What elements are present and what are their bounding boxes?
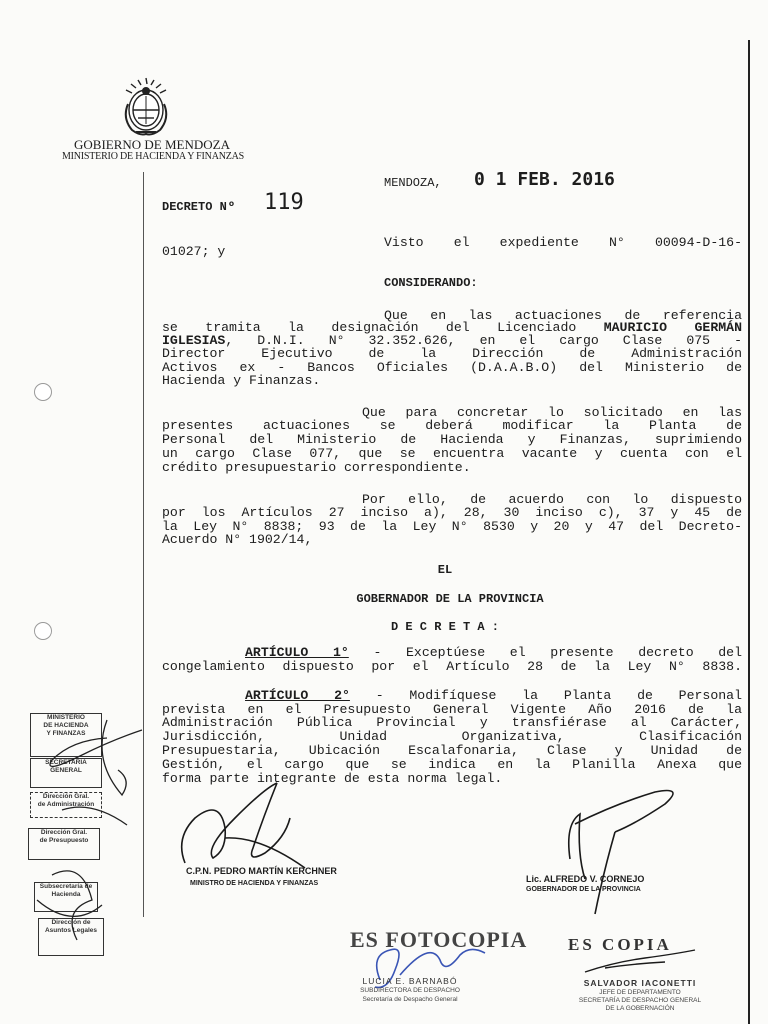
article-1-label: ARTÍCULO 1° <box>245 645 349 660</box>
governor-title: GOBERNADOR DE LA PROVINCIA <box>526 886 641 893</box>
p2-line-3: Personal del Ministerio de Hacienda y Finanzas, suprimiendo <box>162 432 742 447</box>
article-2-line-7: forma parte integrante de esta norma legal. <box>162 771 503 786</box>
stamp-secretaria-line-2: GENERAL <box>50 767 82 774</box>
minister-name: C.P.N. PEDRO MARTÍN KERCHNER <box>186 866 337 876</box>
article-2-text: - Modifíquese la Planta de Personal <box>349 688 742 703</box>
decree-place: MENDOZA, <box>384 176 442 190</box>
stamp-presupuesto-line-2: de Presupuesto <box>39 837 89 844</box>
minister-signature <box>165 778 345 870</box>
stamp-legales-line-2: Asuntos Legales <box>44 927 97 934</box>
department-head-signature <box>575 944 705 978</box>
stamp-hacienda-line-2: Hacienda <box>51 891 81 898</box>
es-copia-stamp: ES COPIA <box>568 935 672 954</box>
copy-certifier-signature <box>360 935 490 995</box>
considerando-heading: CONSIDERANDO: <box>384 276 478 290</box>
p2-line-4: un cargo Clase 077, que se encuentra vacante y cuenta con el <box>162 446 742 461</box>
article-2-line-1 <box>245 688 742 703</box>
p1-line-4: Director Ejecutivo de la Dirección de Administración <box>162 346 742 361</box>
governor-heading: GOBERNADOR DE LA PROVINCIA <box>356 592 544 606</box>
copy-certifier-title-1: SUBDIRECTORA DE DESPACHO <box>360 987 460 994</box>
decree-label <box>162 200 236 214</box>
stamp-presupuesto-line-1: Dirección Gral. <box>40 829 88 836</box>
department-head-name: SALVADOR IACONETTI <box>583 978 697 988</box>
government-name: GOBIERNO DE MENDOZA <box>74 137 230 152</box>
article-1-text: - Exceptúese el presente decreto del <box>348 645 742 660</box>
margin-initials-signature <box>22 700 152 970</box>
punch-hole-top <box>34 383 52 401</box>
stamp-hacienda-line-1: Subsecretaría de <box>39 883 93 890</box>
article-2-line-5: Presupuestaria, Ubicación Escalafonaria, Clase y Unidad de <box>162 743 742 758</box>
department-head-title-2: SECRETARÍA DE DESPACHO GENERAL <box>578 997 702 1004</box>
decree-label-text: DECRETO <box>162 200 213 214</box>
article-2-label: ARTÍCULO 2° <box>245 688 350 703</box>
ministry-name: MINISTERIO DE HACIENDA Y FINANZAS <box>61 151 245 162</box>
stamp-ministerio-line-2: DE HACIENDA <box>43 722 89 729</box>
department-head-title-3: DE LA GOBERNACIÓN <box>605 1005 675 1012</box>
article-1-line-2: congelamiento dispuesto por el Artículo 28 de la Ley N° 8838. <box>162 659 742 674</box>
coat-of-arms-icon <box>116 74 176 138</box>
p1-line-2-text: se tramita la designación del Licenciado <box>162 320 604 335</box>
minister-title: MINISTRO DE HACIENDA Y FINANZAS <box>190 880 319 887</box>
p1-line-3-text: , D.N.I. N° 32.352.626, en el cargo Clase 075 - <box>225 333 742 348</box>
stamp-legales-line-1: Dirección de <box>51 919 91 926</box>
decreta-heading: D E C R E T A : <box>390 620 500 634</box>
decree-number-sign: Nº <box>219 200 237 214</box>
es-fotocopia-stamp: ES FOTOCOPIA <box>350 927 528 952</box>
stamp-secretaria-line-1: SECRETARIA <box>45 759 87 766</box>
p1-line-6: Hacienda y Finanzas. <box>162 373 321 388</box>
p3-line-3: la Ley N° 8838; 93 de la Ley N° 8530 y 20 y 47 del Decreto- <box>162 519 742 534</box>
decree-number: 119 <box>264 190 304 215</box>
person-name: MAURICIO GERMÁN <box>603 320 742 335</box>
el-heading: EL <box>437 563 453 577</box>
stamp-administracion-line-1: Dirección Gral. <box>42 793 90 800</box>
stamp-ministerio-line-3: Y FINANZAS <box>46 730 86 737</box>
punch-hole-bottom <box>34 622 52 640</box>
decree-date: 0 1 FEB. 2016 <box>474 169 615 190</box>
p1-line-5: Activos ex - Bancos Oficiales (D.A.A.B.O) del Ministerio de <box>162 360 742 375</box>
copy-certifier-name: LUCIA E. BARNABÓ <box>362 976 458 986</box>
p3-line-2: por los Artículos 27 inciso a), 28, 30 inciso c), 37 y 45 de <box>162 505 742 520</box>
p1-line-1: Que en las actuaciones de referencia <box>384 308 742 323</box>
person-surname: IGLESIAS <box>162 333 226 348</box>
page-right-edge <box>748 40 750 1024</box>
article-2-line-6: Gestión, el cargo que se indica en la Planilla Anexa que <box>162 757 742 772</box>
article-2-line-4: Jurisdicción, Unidad Organizativa, Clasificación <box>162 729 742 744</box>
visto-line-1: Visto el expediente N° 00094-D-16- <box>384 235 742 250</box>
copy-certifier-title-2: Secretaría de Despacho General <box>362 996 458 1003</box>
stamp-administracion-line-2: de Administración <box>37 801 95 808</box>
governor-name: Lic. ALFREDO V. CORNEJO <box>526 874 645 884</box>
p2-line-2: presentes actuaciones se deberá modificar la Planta de <box>162 418 742 433</box>
stamp-ministerio-line-1: MINISTERIO <box>47 714 85 721</box>
p2-line-5: crédito presupuestario correspondiente. <box>162 460 471 475</box>
governor-signature <box>555 784 695 924</box>
article-2-line-3: Administración Pública Provincial y transfiérase al Carácter, <box>162 715 742 730</box>
visto-line-2: 01027; y <box>162 244 226 259</box>
p2-line-1: Que para concretar lo solicitado en las <box>362 405 742 420</box>
article-2-line-2: prevista en el Presupuesto General Vigente Año 2016 de la <box>162 702 742 717</box>
department-head-title-1: JEFE DE DEPARTAMENTO <box>599 989 681 996</box>
p3-line-1: Por ello, de acuerdo con lo dispuesto <box>362 492 742 507</box>
article-1-line-1 <box>245 645 742 660</box>
p3-line-4: Acuerdo N° 1902/14, <box>162 532 313 547</box>
